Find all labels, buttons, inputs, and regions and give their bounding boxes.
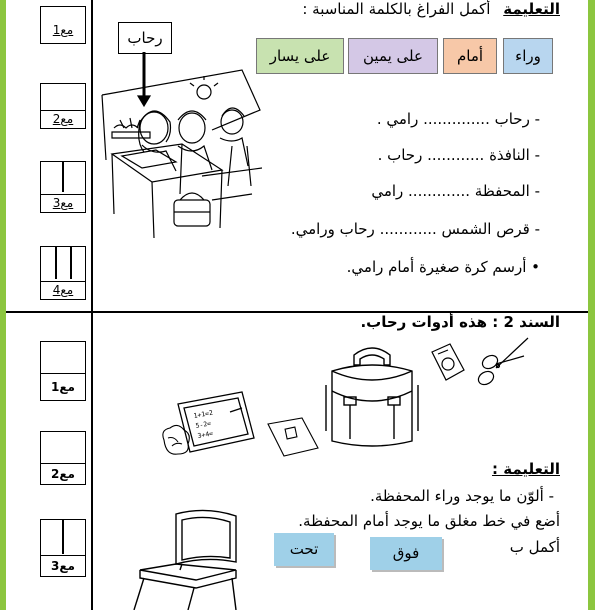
name-tag: رحاب — [118, 22, 172, 54]
task-line-1: - ألوّن ما يوجد وراء المحفظة. — [370, 487, 554, 505]
competency-box-b2 — [40, 431, 86, 485]
classroom-illustration — [92, 50, 262, 240]
competency-label: مع2 — [41, 110, 85, 128]
competency-box-b3 — [40, 519, 86, 577]
sanad-heading: السند 2 : هذه أدوات رحاب. — [360, 313, 560, 331]
competency-box-4 — [40, 246, 86, 300]
competency-label: مع4 — [41, 281, 85, 299]
competency-box-3 — [40, 161, 86, 213]
chair-image — [124, 508, 248, 610]
slate-line-2: 5-2= — [194, 419, 212, 430]
word-card-above: فوق — [370, 537, 442, 570]
word-card-right: على يمين — [348, 38, 438, 74]
exercise-item-4: - قرص الشمس ............ رحاب ورامي. — [290, 220, 540, 238]
competency-label: مع1 — [52, 23, 74, 37]
instruction-text: أكمل الفراغ بالكلمة المناسبة : — [302, 0, 491, 18]
slate-line-1: 1+1=2 — [192, 408, 214, 420]
word-card-below: تحت — [274, 533, 334, 566]
instruction2-label: التعليمة : — [492, 460, 560, 478]
word-card-behind: وراء — [503, 38, 553, 74]
competency-box-1 — [40, 6, 86, 44]
instruction-label: التعليمة — [503, 0, 560, 18]
right-border — [588, 0, 595, 610]
worksheet — [6, 0, 588, 610]
word-card-front: أمام — [443, 38, 497, 74]
exercise-bullet-item: • أرسم كرة صغيرة أمام رامي. — [346, 258, 540, 276]
scissors-image — [468, 334, 530, 390]
competency-label: مع3 — [41, 194, 85, 212]
competency-box-2 — [40, 83, 86, 129]
eraser-image — [158, 424, 192, 458]
sharpener-image — [428, 340, 468, 386]
task-line-3: أكمل ب — [509, 538, 560, 556]
competency-label: مع1 — [41, 373, 85, 400]
competency-label: مع3 — [41, 555, 85, 576]
exercise-item-1: - رحاب .............. رامي . — [376, 110, 540, 128]
card-image — [264, 416, 322, 460]
instruction-heading — [302, 0, 560, 18]
backpack-image — [322, 345, 422, 451]
task-line-2: أضع في خط مغلق ما يوجد أمام المحفظة. — [298, 512, 560, 530]
competency-label: مع2 — [41, 463, 85, 484]
exercise-item-2: - النافذة ............ رحاب . — [377, 146, 540, 164]
exercise-item-3: - المحفظة ............. رامي — [371, 182, 540, 200]
competency-box-b1 — [40, 341, 86, 401]
word-card-left: على يسار — [256, 38, 344, 74]
slate-line-3: 3+4= — [196, 429, 214, 440]
